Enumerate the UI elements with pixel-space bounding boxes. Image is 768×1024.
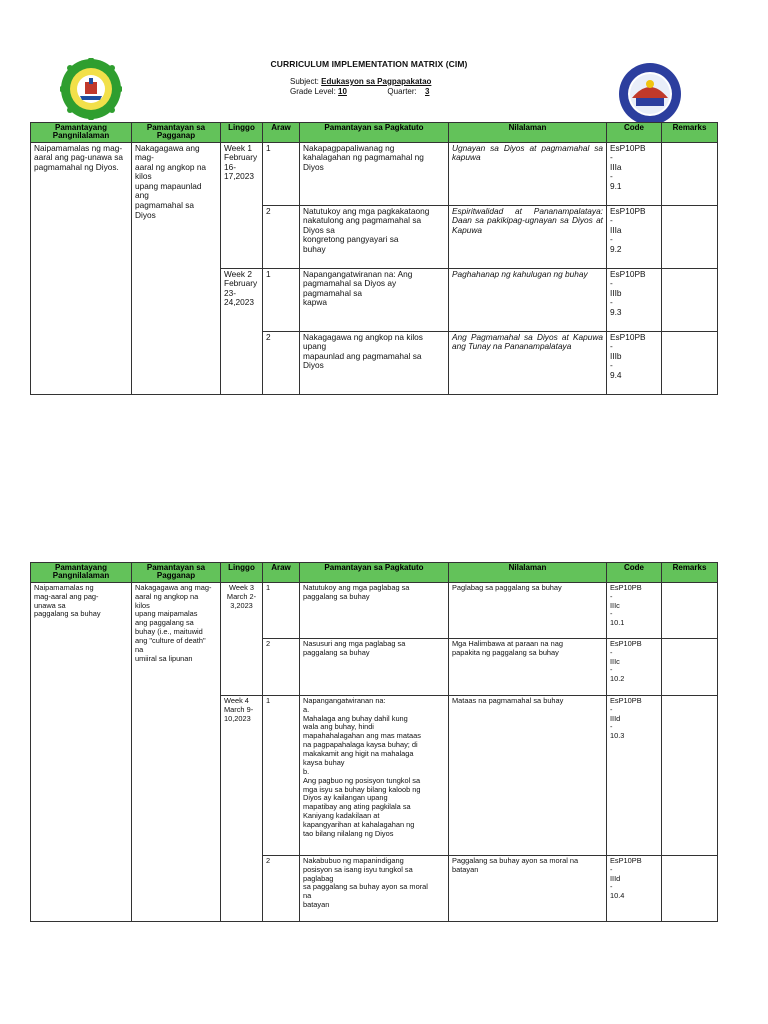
column-header: Pamantayang Pangnilalaman [31, 123, 132, 143]
linggo-cell: Week 3 March 2- 3,2023 [221, 582, 263, 695]
remarks-cell [662, 695, 718, 855]
column-header: Araw [263, 563, 300, 583]
remarks-cell [662, 638, 718, 695]
cim-table-week-3-4 [30, 562, 718, 922]
grade-label: Grade Level: [290, 87, 336, 96]
quarter-label: Quarter: [387, 87, 417, 96]
nilalaman-cell: Paglabag sa paggalang sa buhay [449, 582, 607, 638]
remarks-cell [662, 205, 718, 268]
nilalaman-cell: Ang Pagmamahal sa Diyos at Kapuwa ang Tunay na Pananampalataya [449, 331, 607, 394]
code-cell: EsP10PB - IIId - 10.4 [607, 855, 662, 921]
nilalaman-cell: Mga Halimbawa at paraan na nag papakita ng paggalang sa buhay [449, 638, 607, 695]
pagkatuto-cell: Nakagagawa ng angkop na kilos upang mapaunlad ang pagmamahal sa Diyos [300, 331, 449, 394]
pagkatuto-cell: Natutukoy ang mga paglabag sa paggalang sa buhay [300, 582, 449, 638]
linggo-cell: Week 4 March 9- 10,2023 [221, 695, 263, 921]
column-header: Remarks [662, 123, 718, 143]
column-header: Pamantayan sa Pagkatuto [300, 563, 449, 583]
subject-line [290, 77, 431, 86]
column-header: Pamantayan sa Pagganap [132, 563, 221, 583]
column-header: Pamantayang Pangnilalaman [31, 563, 132, 583]
column-header: Pamantayan sa Pagkatuto [300, 123, 449, 143]
header-row [31, 123, 718, 143]
pagkatuto-cell: Nasusuri ang mga paglabag sa paggalang sa buhay [300, 638, 449, 695]
column-header: Code [607, 563, 662, 583]
deped-seal-logo [618, 62, 682, 126]
quarter-value: 3 [425, 87, 430, 96]
araw-cell: 1 [263, 695, 300, 855]
araw-cell: 2 [263, 205, 300, 268]
pagkatuto-cell: Napangangatwiranan na: a. Mahalaga ang buhay dahil kung wala ang buhay, hindi mapahahalagahan ang mas mataas na pagpapahalaga kaysa buhay; di makakamit ang higit na mahalaga kaysa buhay b. Ang pagbuo ng posisyon tungkol sa mga isyu sa buhay bilang kaloob ng Diyos ay kailangan upang mapatibay ang ating pagkilala sa Kaniyang kadakilaan at kapangyarihan at kahalagahan ng tao bilang nilalang ng Diyos [300, 695, 449, 855]
nilalaman-cell: Paghahanap ng kahulugan ng buhay [449, 268, 607, 331]
column-header: Nilalaman [449, 123, 607, 143]
table-row [31, 142, 718, 205]
column-header: Remarks [662, 563, 718, 583]
subject-value: Edukasyon sa Pagpapakatao [321, 77, 432, 86]
document-header [0, 0, 768, 125]
araw-cell: 2 [263, 638, 300, 695]
pagkatuto-cell: Natutukoy ang mga pagkakataong nakatulong ang pagmamahal sa Diyos sa kongretong pangyayari sa buhay [300, 205, 449, 268]
remarks-cell [662, 331, 718, 394]
araw-cell: 2 [263, 855, 300, 921]
column-header: Code [607, 123, 662, 143]
grade-quarter-line [290, 87, 433, 96]
pamantayang-pangnilalaman-cell: Naipamamalas ng mag-aaral ang pag- unawa sa paggalang sa buhay [31, 582, 132, 921]
cim-table-week-1-2 [30, 122, 718, 395]
document-title: CURRICULUM IMPLEMENTATION MATRIX (CIM) [270, 59, 468, 69]
code-cell: EsP10PB - IIIa - 9.2 [607, 205, 662, 268]
pamantayan-sa-pagganap-cell: Nakagagawa ang mag- aaral ng angkop na kilos upang maipamalas ang paggalang sa buhay (i.e., maituwid ang "culture of death" na umiiral sa lipunan [132, 582, 221, 921]
column-header: Nilalaman [449, 563, 607, 583]
araw-cell: 1 [263, 142, 300, 205]
header-row [31, 563, 718, 583]
pamantayang-pangnilalaman-cell: Naipamamalas ng mag- aaral ang pag-unawa sa pagmamahal ng Diyos. [31, 142, 132, 394]
remarks-cell [662, 855, 718, 921]
column-header: Linggo [221, 123, 263, 143]
grade-value: 10 [338, 87, 347, 96]
column-header: Linggo [221, 563, 263, 583]
column-header: Araw [263, 123, 300, 143]
code-cell: EsP10PB - IIIb - 9.3 [607, 268, 662, 331]
nilalaman-cell: Ugnayan sa Diyos at pagmamahal sa kapuwa [449, 142, 607, 205]
remarks-cell [662, 142, 718, 205]
code-cell: EsP10PB - IIIc - 10.1 [607, 582, 662, 638]
pagkatuto-cell: Nakabubuo ng mapanindigang posisyon sa isang isyu tungkol sa paglabag sa paggalang sa buhay ayon sa moral na batayan [300, 855, 449, 921]
araw-cell: 2 [263, 331, 300, 394]
code-cell: EsP10PB - IIIb - 9.4 [607, 331, 662, 394]
nilalaman-cell: Espiritwalidad at Pananampalataya: Daan sa pakikipag-ugnayan sa Diyos at Kapuwa [449, 205, 607, 268]
remarks-cell [662, 268, 718, 331]
table-row [31, 582, 718, 638]
column-header: Pamantayan sa Pagganap [132, 123, 221, 143]
araw-cell: 1 [263, 582, 300, 638]
linggo-cell: Week 1 February 16- 17,2023 [221, 142, 263, 268]
nilalaman-cell: Mataas na pagmamahal sa buhay [449, 695, 607, 855]
remarks-cell [662, 582, 718, 638]
linggo-cell: Week 2 February 23- 24,2023 [221, 268, 263, 394]
subject-label: Subject: [290, 77, 319, 86]
code-cell: EsP10PB - IIIc - 10.2 [607, 638, 662, 695]
nilalaman-cell: Paggalang sa buhay ayon sa moral na batayan [449, 855, 607, 921]
pagkatuto-cell: Napangangatwiranan na: Ang pagmamahal sa Diyos ay pagmamahal sa kapwa [300, 268, 449, 331]
code-cell: EsP10PB - IIId - 10.3 [607, 695, 662, 855]
pagkatuto-cell: Nakapagpapaliwanag ng kahalagahan ng pagmamahal ng Diyos [300, 142, 449, 205]
code-cell: EsP10PB - IIIa - 9.1 [607, 142, 662, 205]
pamantayan-sa-pagganap-cell: Nakagagawa ang mag- aaral ng angkop na kilos upang mapaunlad ang pagmamahal sa Diyos [132, 142, 221, 394]
araw-cell: 1 [263, 268, 300, 331]
